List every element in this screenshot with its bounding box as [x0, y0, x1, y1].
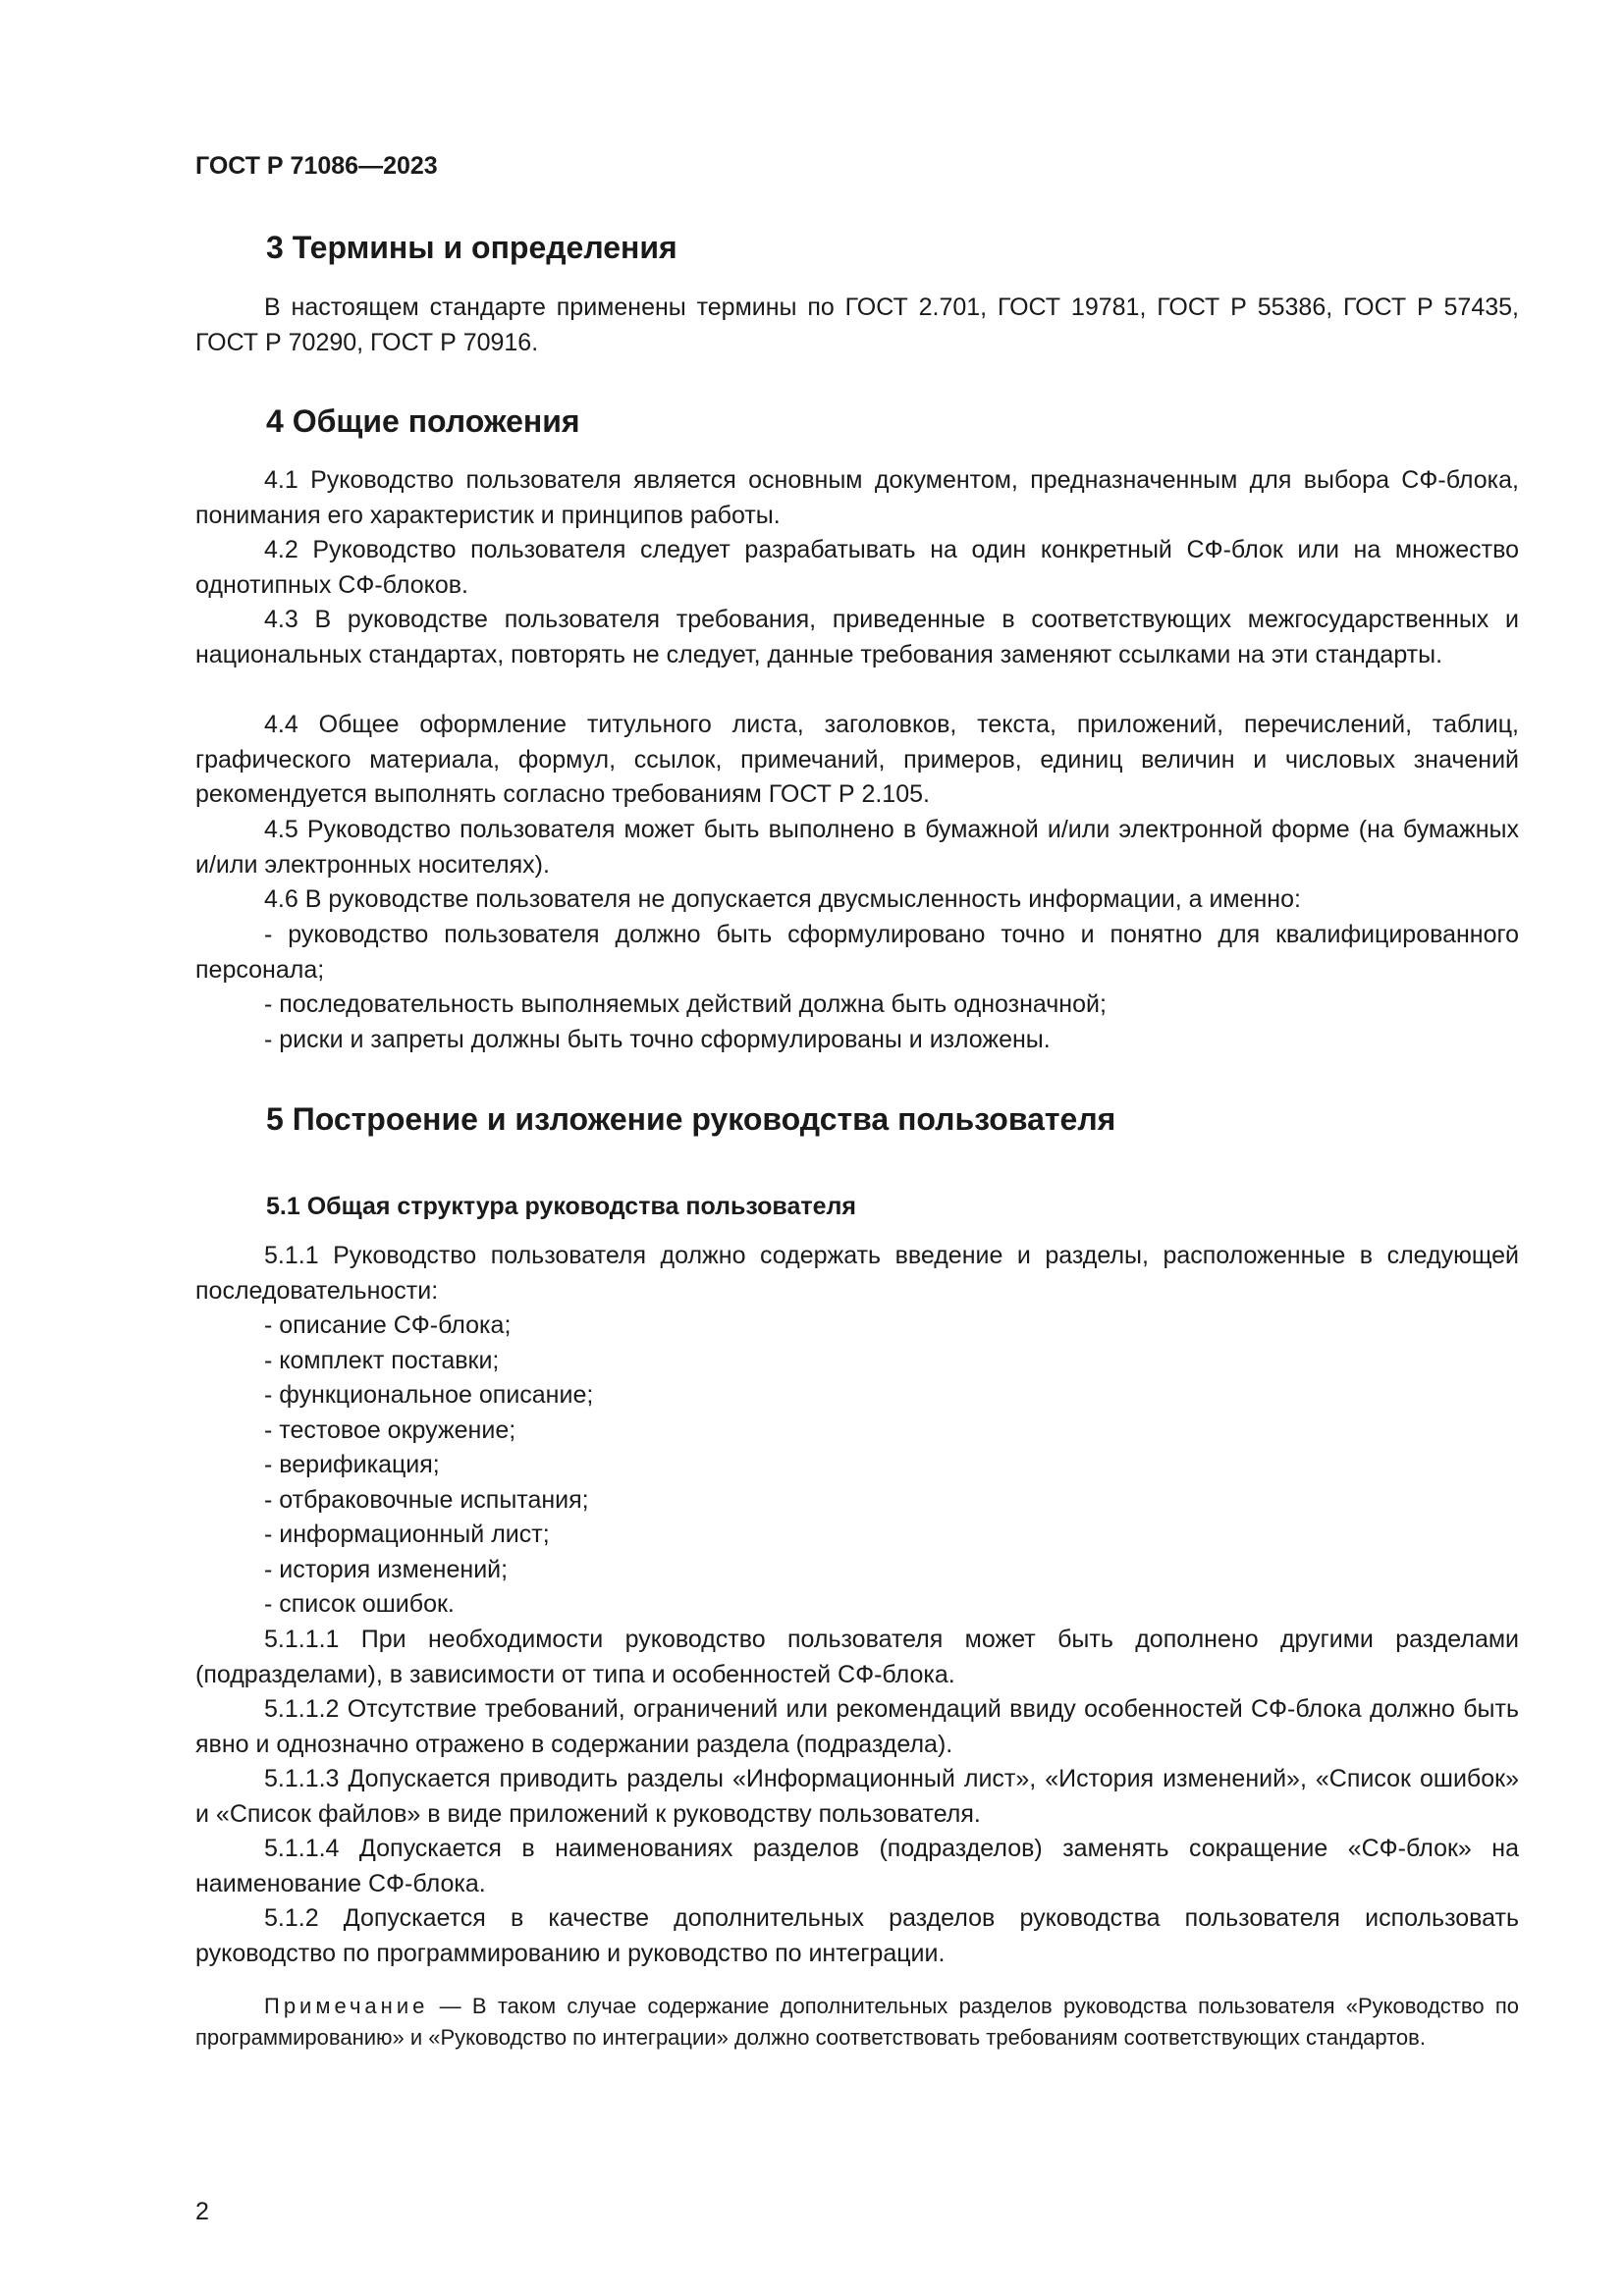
paragraph-4-3: 4.3 В руководстве пользователя требования, приведенные в соответствующих межгосударственных и национальных стандартах, повторять не следует, данные требования заменяют ссылками на эти стандарты. [195, 606, 1519, 668]
list-item: - функциональное описание; [264, 1381, 594, 1409]
note-text: — В таком случае содержание дополнительных разделов руководства пользователя «Руководство по программированию» и «Руководство по интеграции» должно соответствовать требованиям соответствующих стандартов. [195, 1994, 1519, 2050]
list-item: - история изменений; [264, 1556, 509, 1583]
paragraph-5-1-1-2: 5.1.1.2 Отсутствие требований, ограничений или рекомендаций ввиду особенностей СФ-блока должно быть явно и однозначно отражено в содержании раздела (подраздела). [195, 1695, 1519, 1758]
paragraph-4-2: 4.2 Руководство пользователя следует разрабатывать на один конкретный СФ-блок или на множество однотипных СФ-блоков. [195, 536, 1519, 599]
note [195, 1991, 1519, 2054]
paragraph-5-1-1: 5.1.1 Руководство пользователя должно содержать введение и разделы, расположенные в следующей последовательности: [195, 1242, 1519, 1305]
list-item: - верификация; [264, 1451, 440, 1478]
list-item: - отбраковочные испытания; [264, 1486, 589, 1514]
document-code: ГОСТ Р 71086—2023 [195, 152, 438, 180]
list-item: - описание СФ-блока; [264, 1311, 512, 1339]
page-number: 2 [195, 2198, 209, 2225]
paragraph-4-4: 4.4 Общее оформление титульного листа, заголовков, текста, приложений, перечислений, таблиц, графического материала, формул, ссылок, примечаний, примеров, единиц величин и числовых значений рекомендуется выполнять согласно требованиям ГОСТ Р 2.105. [195, 711, 1519, 808]
paragraph-4-1: 4.1 Руководство пользователя является основным документом, предназначенным для выбора СФ-блока, понимания его характеристик и принципов работы. [195, 466, 1519, 529]
paragraph-4-5: 4.5 Руководство пользователя может быть выполнено в бумажной и/или электронной форме (на бумажных и/или электронных носителях). [195, 816, 1519, 879]
note-label: Примечание [264, 1994, 429, 2018]
section-5-title: 5 Построение и изложение руководства пользователя [266, 1101, 1116, 1137]
list-item: - риски и запреты должны быть точно сформулированы и изложены. [264, 1026, 1051, 1053]
paragraph-5-1-1-3: 5.1.1.3 Допускается приводить разделы «Информационный лист», «История изменений», «Список ошибок» и «Список файлов» в виде приложений к руководству пользователя. [195, 1765, 1519, 1828]
list-item: - руководство пользователя должно быть сформулировано точно и понятно для квалифицированного персонала; [195, 921, 1519, 984]
list-item: - список ошибок. [264, 1590, 455, 1618]
list-item: - информационный лист; [264, 1521, 550, 1548]
section-4-title: 4 Общие положения [266, 403, 580, 439]
paragraph-4-6: 4.6 В руководстве пользователя не допускается двусмысленность информации, а именно: [264, 885, 1301, 913]
subsection-5-1-title: 5.1 Общая структура руководства пользователя [266, 1193, 856, 1220]
list-item: - комплект поставки; [264, 1347, 500, 1374]
paragraph-5-1-1-4: 5.1.1.4 Допускается в наименованиях разделов (подразделов) заменять сокращение «СФ-блок» на наименование СФ-блока. [195, 1835, 1519, 1897]
paragraph-5-1-1-1: 5.1.1.1 При необходимости руководство пользователя может быть дополнено другими разделами (подразделами), в зависимости от типа и особенностей СФ-блока. [195, 1626, 1519, 1688]
list-item: - последовательность выполняемых действий должна быть однозначной; [264, 990, 1107, 1018]
section-3-title: 3 Термины и определения [266, 230, 677, 265]
section-3-paragraph: В настоящем стандарте применены термины по ГОСТ 2.701, ГОСТ 19781, ГОСТ Р 55386, ГОСТ Р 57435, ГОСТ Р 70290, ГОСТ Р 70916. [195, 294, 1519, 356]
list-item: - тестовое окружение; [264, 1416, 516, 1444]
paragraph-5-1-2: 5.1.2 Допускается в качестве дополнительных разделов руководства пользователя использовать руководство по программированию и руководство по интеграции. [195, 1904, 1519, 1967]
